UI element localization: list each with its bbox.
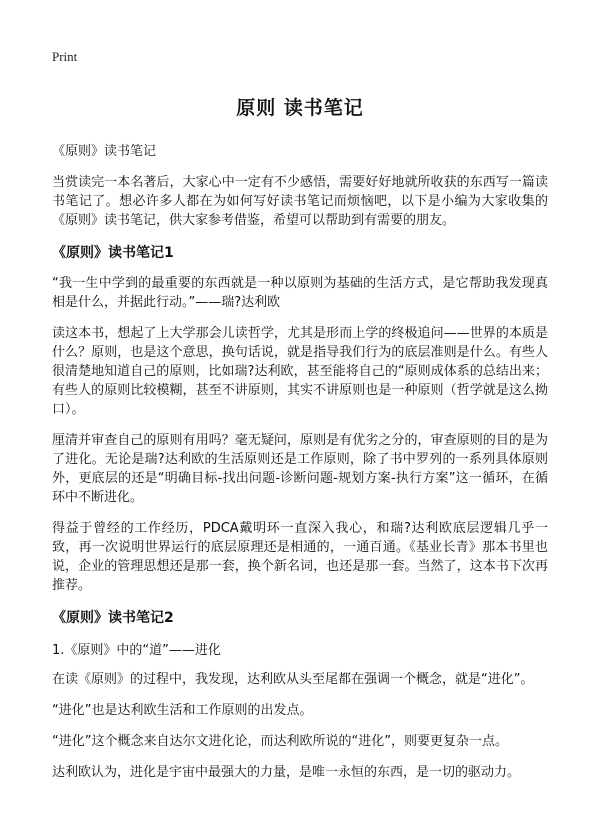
section-1-paragraph-4: 得益于曾经的工作经历，PDCA戴明环一直深入我心，和瑞?达利欧底层逻辑几乎一致，再一次说明世界运行的底层原理还是相通的，一通百通。《基业长青》那本书里也说，企业的管理思想还是那一套，换个新名词，也还是那一套。当然了，这本书下次再推荐。	[52, 521, 548, 593]
section-2-paragraph-4: 达利欧认为，进化是宇宙中最强大的力量，是唯一永恒的东西，是一切的驱动力。	[52, 765, 521, 780]
section-1-paragraph-3: 厘清并审查自己的原则有用吗？毫无疑问，原则是有优劣之分的，审查原则的目的是为了进化。无论是瑞?达利欧的生活原则还是工作原则，除了书中罗列的一系列具体原则外，更底层的还是“明确目标-找出问题-诊断问题-规划方案-执行方案”这一循环，在循环中不断进化。	[52, 433, 548, 505]
section-2-paragraph-2: “进化”也是达利欧生活和工作原则的出发点。	[52, 703, 313, 718]
section-1-paragraph-2: 读这本书，想起了上大学那会儿读哲学，尤其是形而上学的终极追问——世界的本质是什么？原则，也是这个意思，换句话说，就是指导我们行为的底层准则是什么。有些人很清楚地知道自己的原则，比如瑞?达利欧，甚至能将自己的“原则成体系的总结出来；有些人的原则比较模糊，甚至不讲原则，其实不讲原则也是一种原则（哲学就是这么拗口）。	[52, 326, 548, 417]
print-link[interactable]: Print	[52, 49, 78, 64]
page-title: 原则 读书笔记	[236, 97, 364, 119]
intro-paragraph: 当赏读完一本名著后，大家心中一定有不少感悟，需要好好地就所收获的东西写一篇读书笔记了。想必许多人都在为如何写好读书笔记而烦恼吧，以下是小编为大家收集的《原则》读书笔记，供大家参考借鉴，希望可以帮助到有需要的朋友。	[52, 175, 548, 228]
section-1-paragraph-1: “我一生中学到的最重要的东西就是一种以原则为基础的生活方式，是它帮助我发现真相是什么，并据此行动。”——瑞?达利欧	[52, 276, 548, 310]
document-subtitle: 《原则》读书笔记	[52, 144, 157, 159]
section-1-heading: 《原则》读书笔记1	[52, 245, 174, 261]
section-2-heading: 《原则》读书笔记2	[52, 610, 174, 626]
section-2-subheading: 1.《原则》中的“道”——进化	[52, 643, 221, 658]
section-2-paragraph-1: 在读《原则》的过程中，我发现，达利欧从头至尾都在强调一个概念，就是“进化”。	[52, 672, 534, 687]
section-2-paragraph-3: “进化”这个概念来自达尔文进化论，而达利欧所说的“进化”，则要更复杂一点。	[52, 734, 508, 749]
